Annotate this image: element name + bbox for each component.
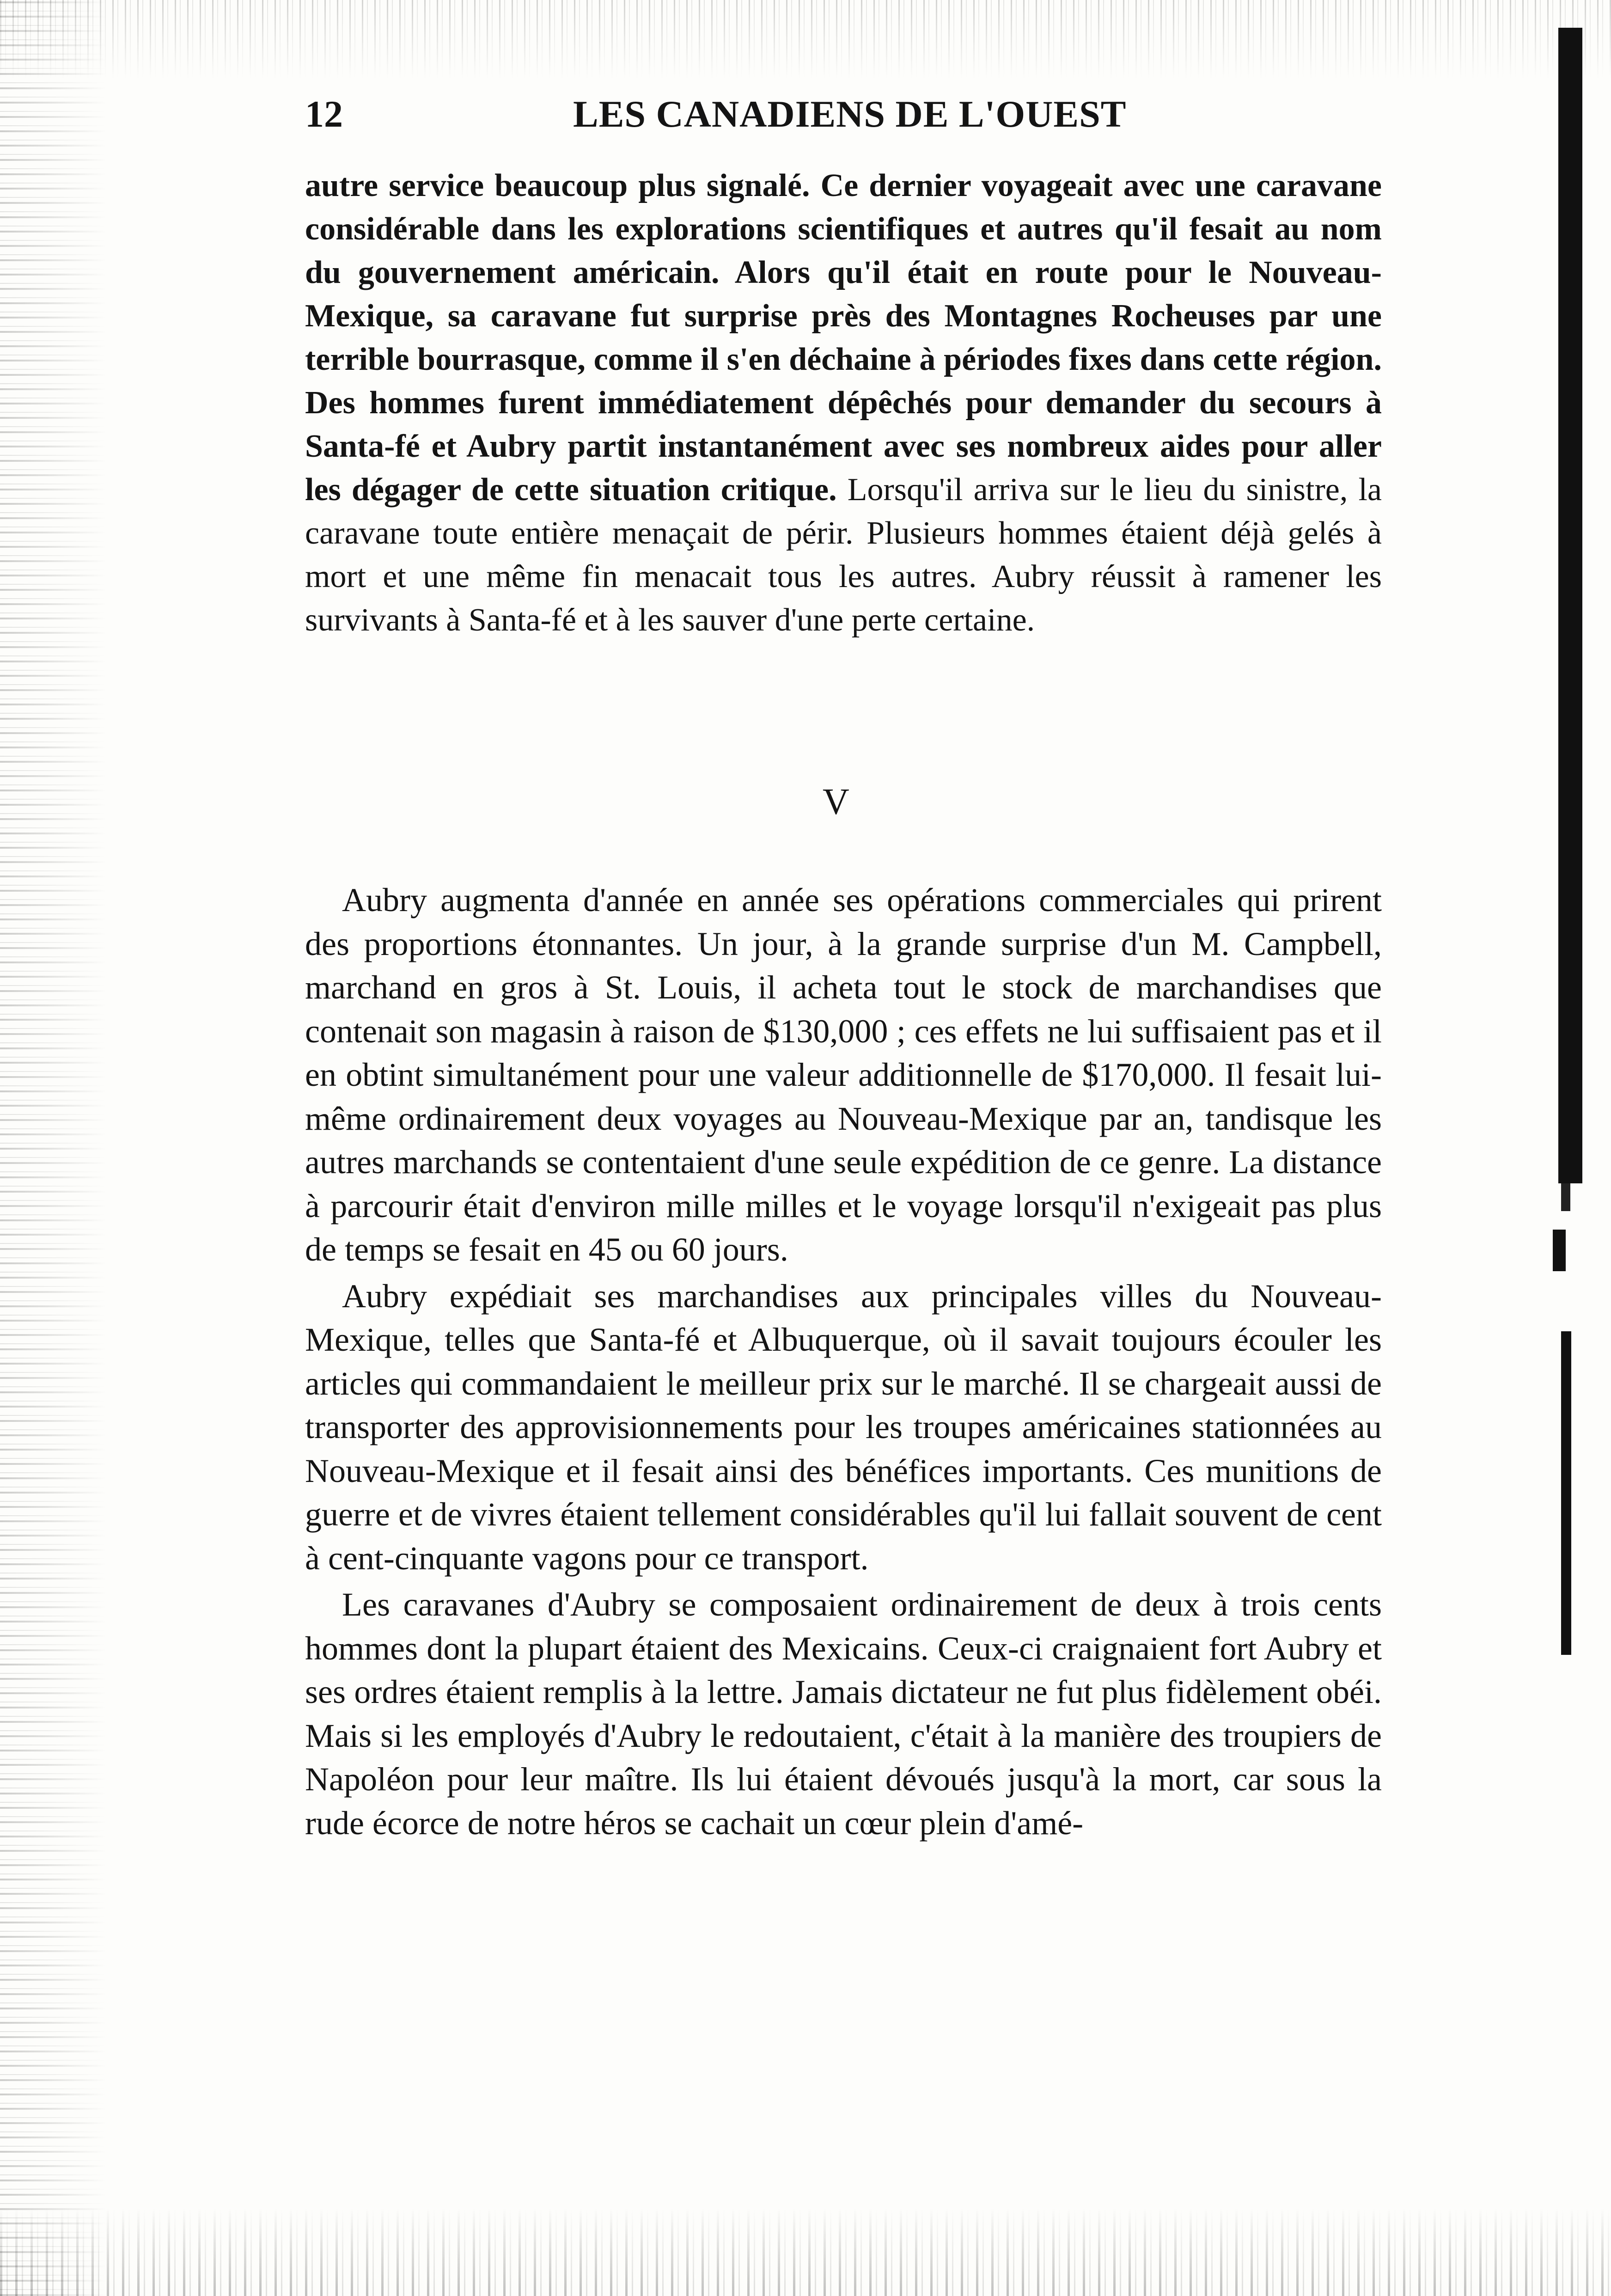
- scan-binding-mark: [1561, 1331, 1571, 1655]
- section-heading: V: [823, 782, 849, 822]
- scan-noise-left: [0, 0, 106, 2296]
- body-paragraph: Aubry augmenta d'année en année ses opérations commerciales qui prirent des proportions étonnantes. Un jour, à la grande surprise d'un M. Campbell, marchand en gros à St. Louis, il acheta tout le stock de marchandises que contenait son magasin à raison de $130,000 ; ces effets ne lui suffisaient pas et il en obtint simultanément pour une valeur additionnelle de $170,000. Il fesait lui-même ordinairement deux voyages au Nouveau-Mexique par an, tandisque les autres marchands se contentaient d'une seule expédition de ce genre. La distance à parcourir était d'environ mille milles et le voyage lorsqu'il n'exigeait pas plus de temps se fesait en 45 ou 60 jours.: [305, 882, 1382, 1268]
- scan-noise-bottom: [0, 2208, 1611, 2296]
- scan-binding-mark: [1553, 1230, 1566, 1271]
- scan-binding-mark: [1561, 1183, 1570, 1211]
- scan-binding-edge: [1558, 28, 1582, 1183]
- section-body: [305, 878, 1382, 1848]
- running-head: LES CANADIENS DE L'OUEST: [573, 93, 1127, 135]
- continued-paragraph: [305, 164, 1382, 642]
- scan-noise-top: [0, 0, 1611, 79]
- body-paragraph: Aubry expédiait ses marchandises aux principales villes du Nouveau-Mexique, telles que Santa-fé et Albuquerque, où il savait toujours écouler les articles qui commandaient le meilleur prix sur le marché. Il se chargeait aussi de transporter des approvisionnements pour les troupes américaines stationnées au Nouveau-Mexique et il fesait ainsi des bénéfices importants. Ces munitions de guerre et de vivres étaient tellement considérables qu'il lui fallait souvent de cent à cent-cinquante vagons pour ce transport.: [305, 1277, 1382, 1577]
- page-header: [305, 92, 1405, 143]
- page-number: 12: [305, 93, 343, 135]
- continued-paragraph-bold: autre service beaucoup plus signalé. Ce dernier voyageait avec une caravane considérable dans les explorations scientifiques et autres qu'il fesait au nom du gouvernement américain. Alors qu'il était en route pour le Nouveau-Mexique, sa caravane fut surprise près des Montagnes Rocheuses par une terrible bourrasque, comme il s'en déchaine à périodes fixes dans cette région. Des hommes furent immédiatement dépêchés pour demander du secours à Santa-fé et Aubry partit instantanément avec ses nombreux aides pour aller les dégager de cette situation critique.: [305, 168, 1382, 508]
- continued-paragraph-plain: Lorsqu'il arriva sur le lieu du sinistre, la caravane toute entière menaçait de périr. Plusieurs hommes étaient déjà gelés à mort et une même fin menacait tous les autres. Aubry réussit à ramener les survivants à Santa-fé et à les sauver d'une perte certaine.: [305, 472, 1382, 638]
- body-paragraph: Les caravanes d'Aubry se composaient ordinairement de deux à trois cents hommes dont la plupart étaient des Mexicains. Ceux-ci craignaient fort Aubry et ses ordres étaient remplis à la lettre. Jamais dictateur ne fut plus fidèlement obéi. Mais si les employés d'Aubry le redoutaient, c'était à la manière des troupiers de Napoléon pour leur maître. Ils lui étaient dévoués jusqu'à la mort, car sous la rude écorce de notre héros se cachait un cœur plein d'amé-: [305, 1586, 1382, 1842]
